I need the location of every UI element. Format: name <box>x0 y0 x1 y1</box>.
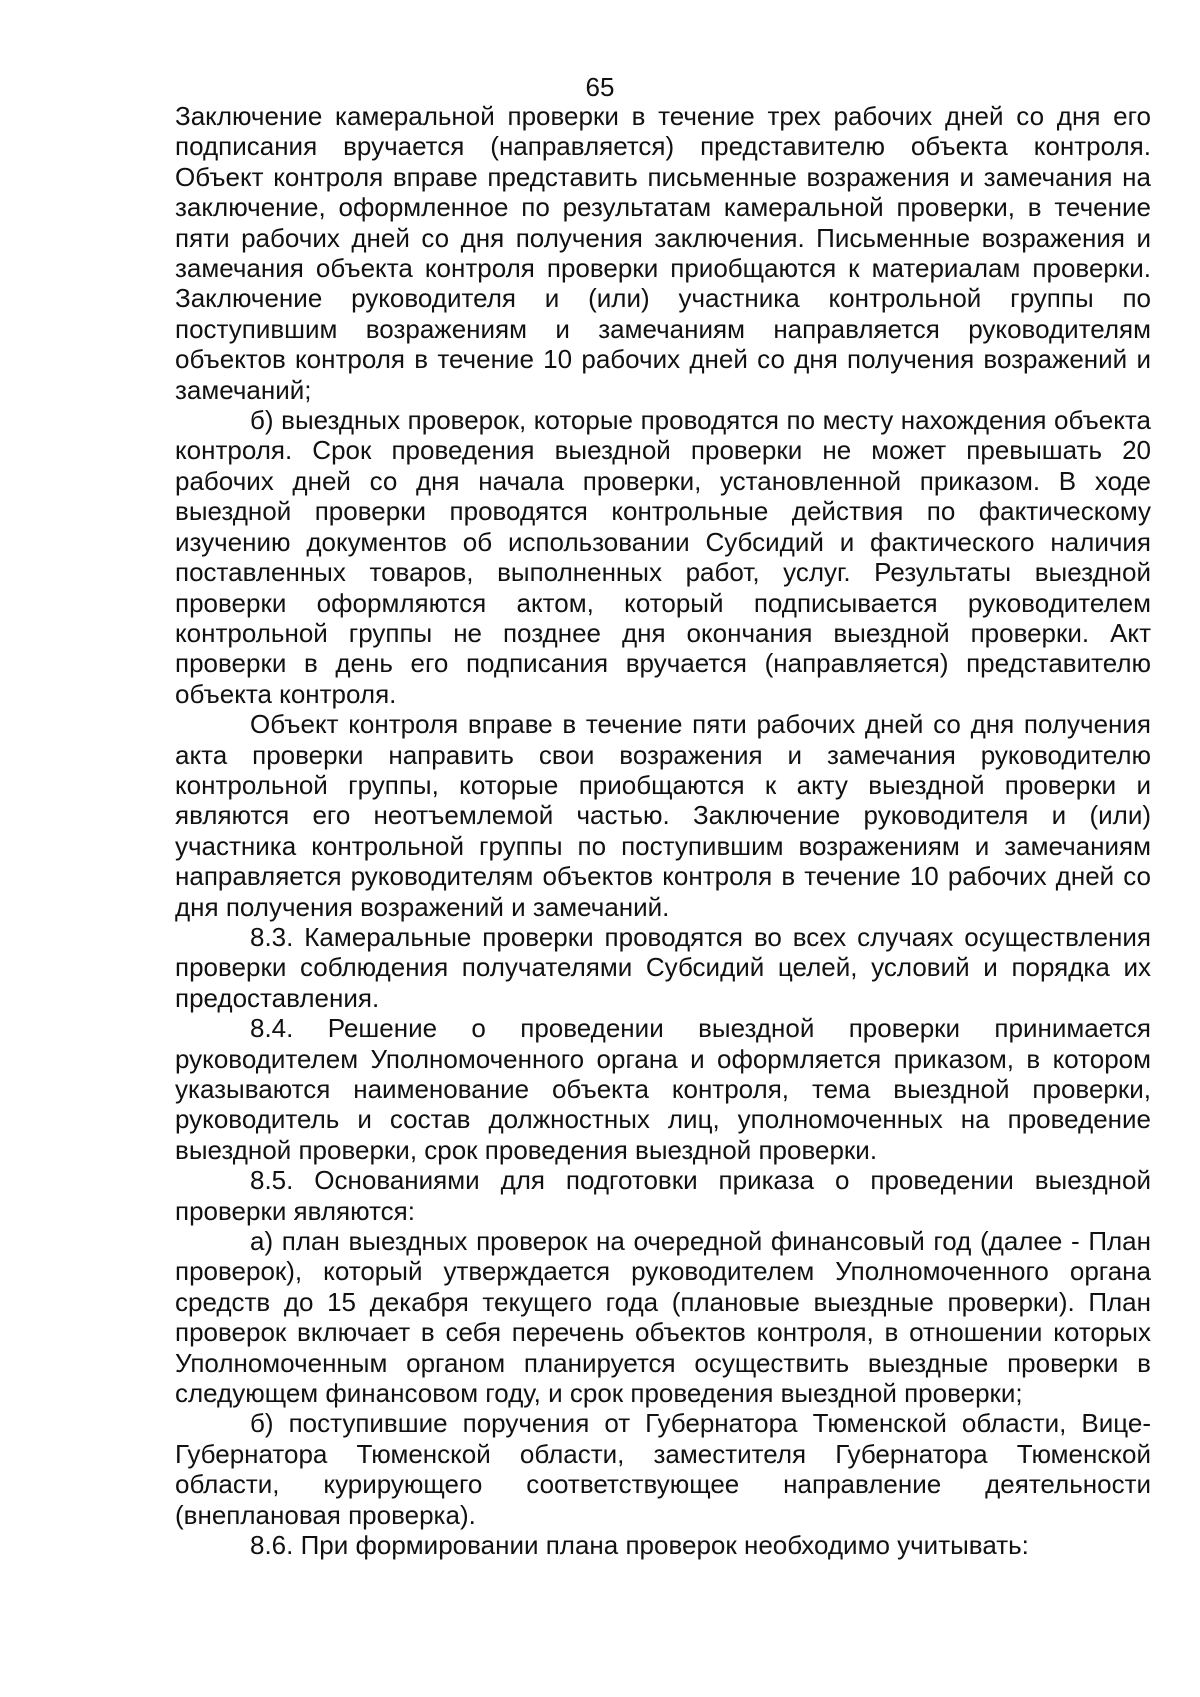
paragraph: б) выездных проверок, которые проводятся по месту нахождения объекта контроля. Срок проведения выездной проверки не может превышать 20 рабочих дней со дня начала проверки, установленной приказом. В ходе выездной проверки проводятся контрольные действия по фактическому изучению документов об использовании Субсидий и фактического наличия поставленных товаров, выполненных работ, услуг. Результаты выездной проверки оформляются актом, который подписывается руководителем контрольной группы не позднее дня окончания выездной проверки. Акт проверки в день его подписания вручается (направляется) представителю объекта контроля. <box>175 405 1151 709</box>
paragraph: Объект контроля вправе в течение пяти рабочих дней со дня получения акта проверки направить свои возражения и замечания руководителю контрольной группы, которые приобщаются к акту выездной проверки и являются его неотъемлемой частью. Заключение руководителя и (или) участника контрольной группы по поступившим возражениям и замечаниям направляется руководителям объектов контроля в течение 10 рабочих дней со дня получения возражений и замечаний. <box>175 709 1151 922</box>
paragraph: 8.6. При формировании плана проверок необходимо учитывать: <box>250 1530 1029 1561</box>
paragraph: а) план выездных проверок на очередной финансовый год (далее - План проверок), который утверждается руководителем Уполномоченного органа средств до 15 декабря текущего года (плановые выездные проверки). План проверок включает в себя перечень объектов контроля, в отношении которых Уполномоченным органом планируется осуществить выездные проверки в следующем финансовом году, и срок проведения выездной проверки; <box>175 1226 1151 1409</box>
paragraph: 8.3. Камеральные проверки проводятся во всех случаях осуществления проверки соблюдения получателями Субсидий целей, условий и порядка их предоставления. <box>175 921 1151 1013</box>
paragraph: 8.5. Основаниями для подготовки приказа о проведении выездной проверки являются: <box>175 1165 1151 1226</box>
paragraph: б) поступившие поручения от Губернатора Тюменской области, Вице-Губернатора Тюменской области, заместителя Губернатора Тюменской области, курирующего соответствующее направление деятельности (внеплановая проверка). <box>175 1408 1151 1530</box>
paragraph: 8.4. Решение о проведении выездной проверки принимается руководителем Уполномоченного органа и оформляется приказом, в котором указываются наименование объекта контроля, тема выездной проверки, руководитель и состав должностных лиц, уполномоченных на проведение выездной проверки, срок проведения выездной проверки. <box>175 1013 1151 1165</box>
paragraph: Заключение камеральной проверки в течение трех рабочих дней со дня его подписания вручается (направляется) представителю объекта контроля. Объект контроля вправе представить письменные возражения и замечания на заключение, оформленное по результатам камеральной проверки, в течение пяти рабочих дней со дня получения заключения. Письменные возражения и замечания объекта контроля проверки приобщаются к материалам проверки. Заключение руководителя и (или) участника контрольной группы по поступившим возражениям и замечаниям направляется руководителям объектов контроля в течение 10 рабочих дней со дня получения возражений и замечаний; <box>175 101 1151 405</box>
page-number: 65 <box>585 72 615 102</box>
document-body <box>175 101 1151 1561</box>
